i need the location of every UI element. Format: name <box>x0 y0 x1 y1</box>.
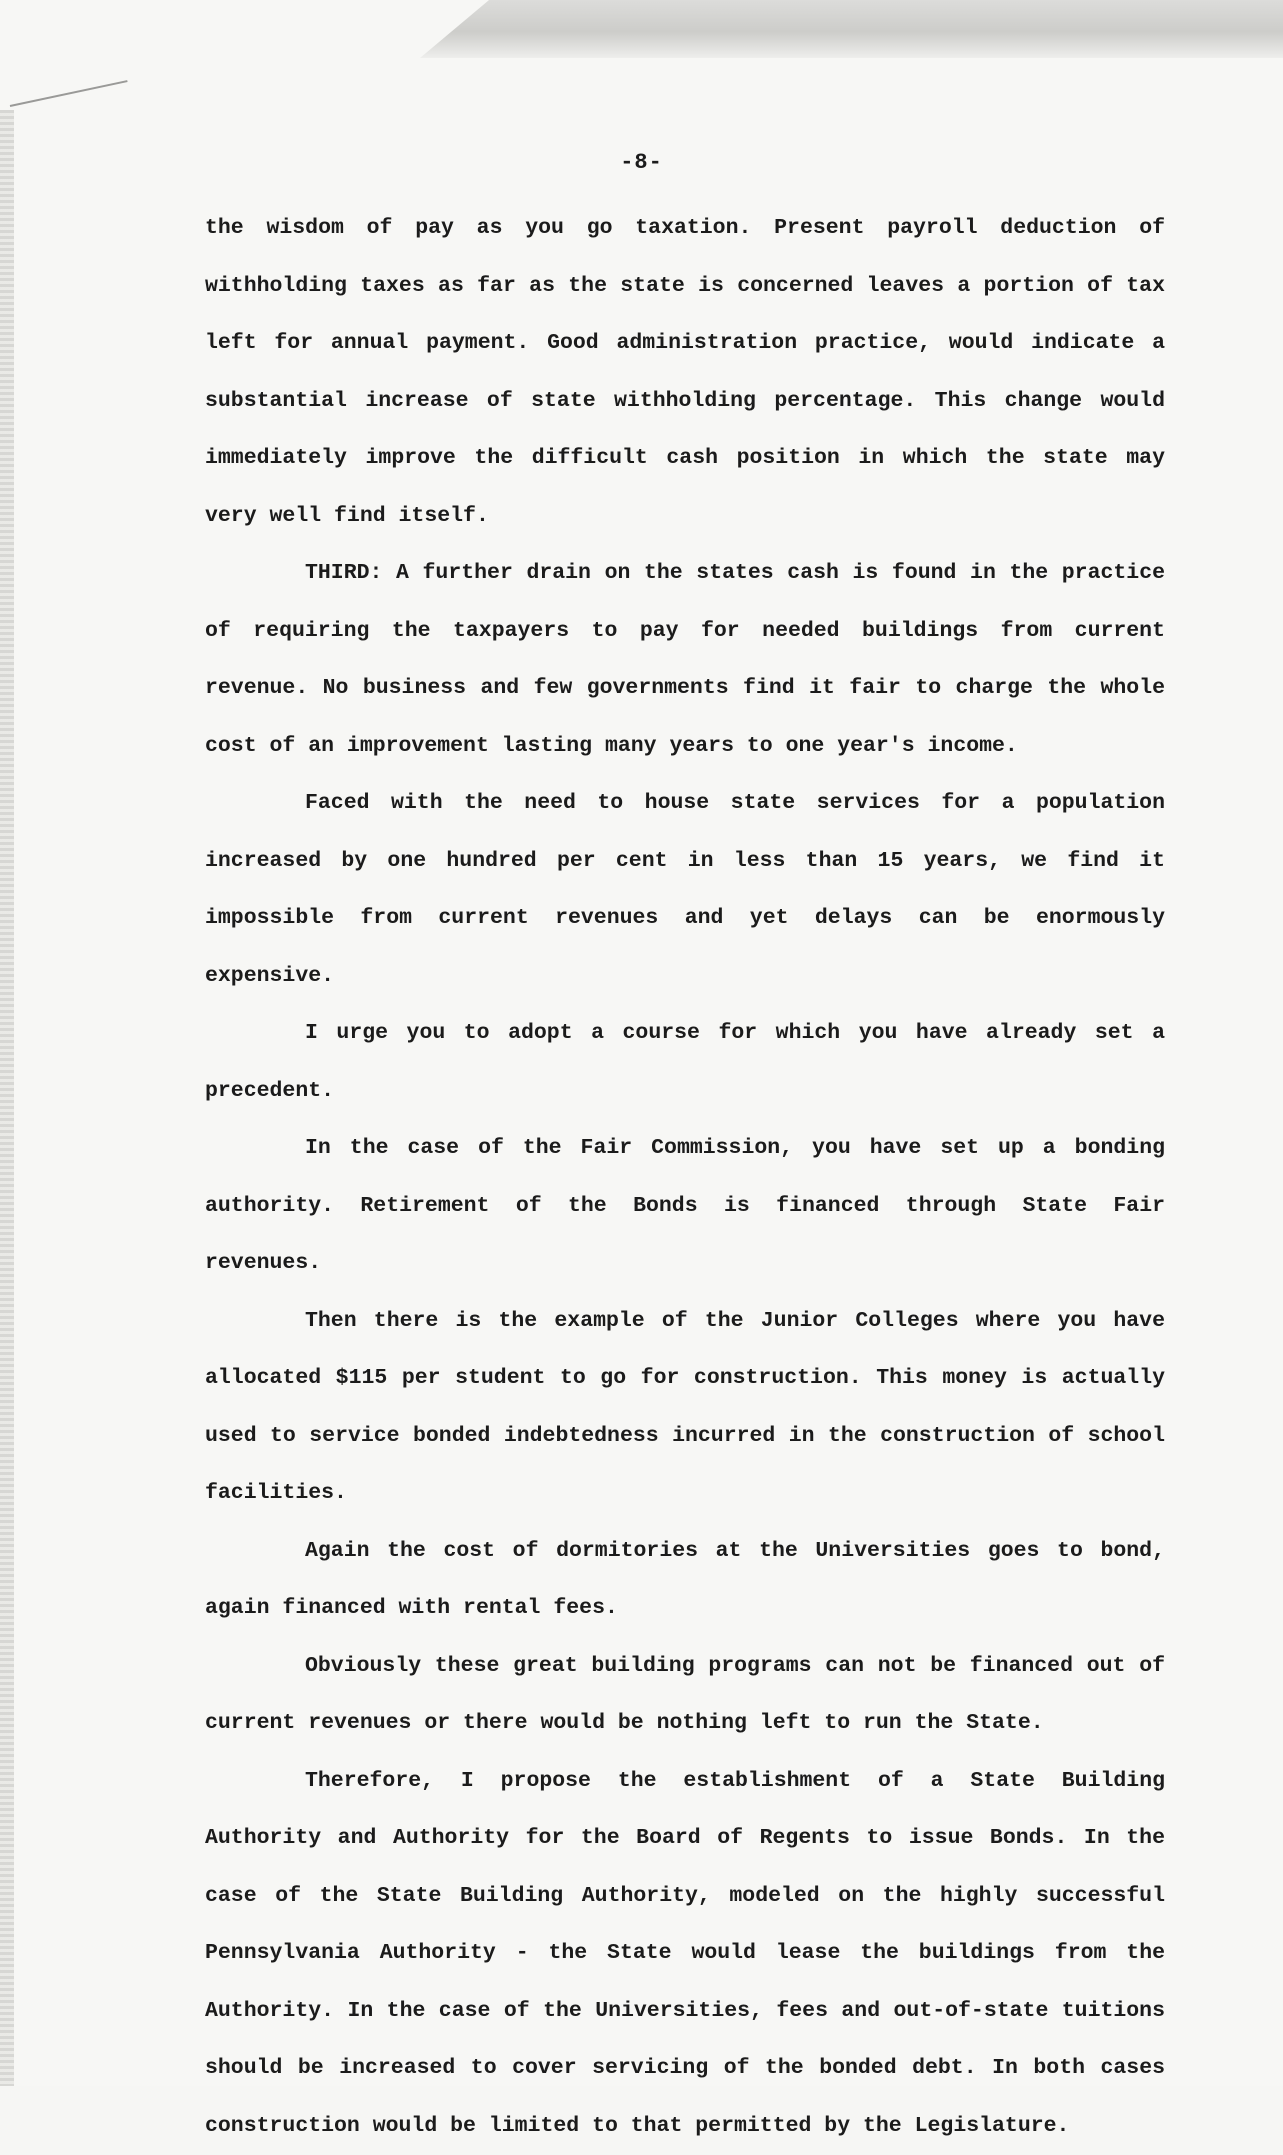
paper-left-edge <box>0 110 14 2086</box>
paragraph: In the case of the Fair Commission, you have set up a bonding authority. Retirement of the Bonds is financed through State Fair revenues. <box>205 1120 1165 1293</box>
paragraph: Then there is the example of the Junior Colleges where you have allocated $115 per student to go for construction. This money is actually used to service bonded indebtedness incurred in the construction of school facilities. <box>205 1293 1165 1523</box>
document-body <box>205 200 1165 2155</box>
paragraph: Faced with the need to house state services for a population increased by one hundred per cent in less than 15 years, we find it impossible from current revenues and yet delays can be enormously expensive. <box>205 775 1165 1005</box>
paragraph: the wisdom of pay as you go taxation. Present payroll deduction of withholding taxes as far as the state is concerned leaves a portion of tax left for annual payment. Good administration practice, would indicate a substantial increase of state withholding percentage. This change would immediately improve the difficult cash position in which the state may very well find itself. <box>205 200 1165 545</box>
paragraph: Again the cost of dormitories at the Universities goes to bond, again financed with rental fees. <box>205 1523 1165 1638</box>
paragraph: I urge you to adopt a course for which you have already set a precedent. <box>205 1005 1165 1120</box>
paragraph: Obviously these great building programs can not be financed out of current revenues or there would be nothing left to run the State. <box>205 1638 1165 1753</box>
page-number: -8- <box>0 150 1283 175</box>
paper-fold-shadow <box>420 0 1283 58</box>
paragraph: THIRD: A further drain on the states cash is found in the practice of requiring the taxpayers to pay for needed buildings from current revenue. No business and few governments find it fair to charge the whole cost of an improvement lasting many years to one year's income. <box>205 545 1165 775</box>
paragraph: Therefore, I propose the establishment of a State Building Authority and Authority for the Board of Regents to issue Bonds. In the case of the State Building Authority, modeled on the highly successful Pennsylvania Authority - the State would lease the buildings from the Authority. In the case of the Universities, fees and out-of-state tuitions should be increased to cover servicing of the bonded debt. In both cases construction would be limited to that permitted by the Legislature. <box>205 1753 1165 2155</box>
paper-corner-line <box>10 80 128 107</box>
